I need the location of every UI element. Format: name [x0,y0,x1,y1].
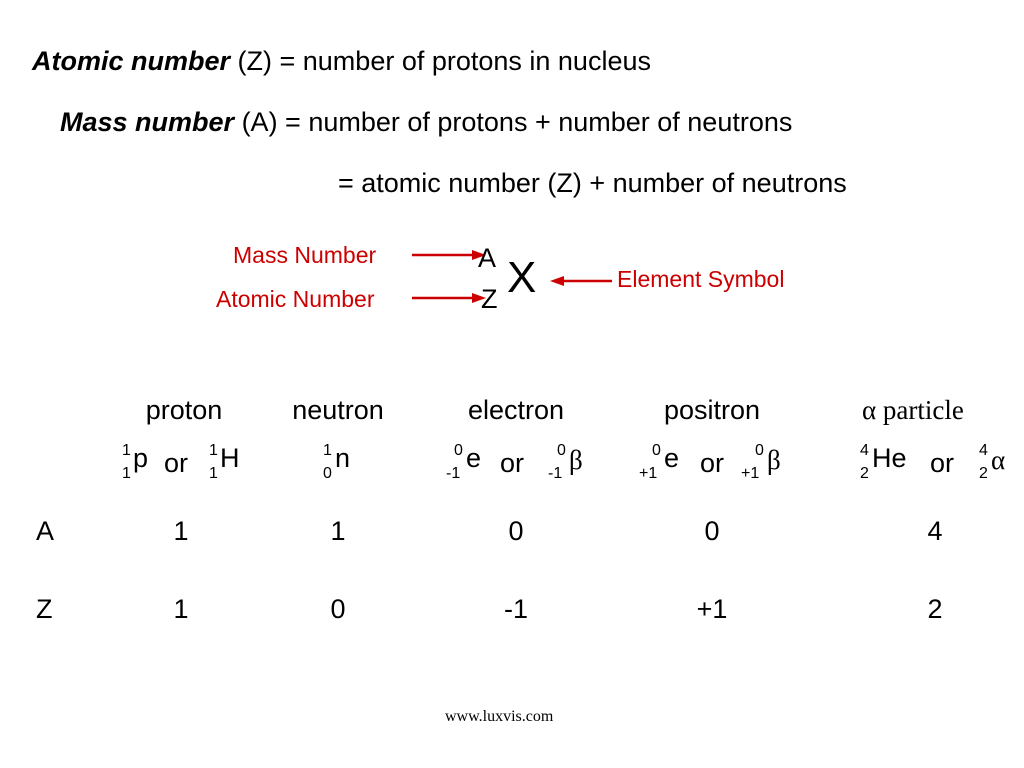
alpha-z-value: 2 [927,594,943,624]
alpha-he-charge: 2 [860,465,869,482]
mass-number-equals-line: = atomic number (Z) + number of neutrons [338,168,847,198]
proton-h-mass: 1 [209,442,218,459]
row-label-z: Z [36,594,53,624]
positron-a-value: 0 [704,516,720,546]
positron-or-text: or [700,448,725,478]
atomic-number-definition [32,46,651,77]
footer-website: www.luxvis.com [445,708,554,725]
neutron-symbol-n: n [335,443,351,473]
positron-symbol-beta: β [767,445,781,475]
header-positron: positron [663,395,761,425]
electron-z-value: -1 [503,594,528,624]
alpha-symbol-he: He [872,443,907,473]
notation-element-symbol: X [507,253,537,302]
positron-beta-charge: +1 [741,465,760,482]
electron-e-mass: 0 [454,442,463,459]
proton-symbol-h: H [220,443,240,473]
element-symbol-arrow [548,271,618,291]
electron-beta-mass: 0 [557,442,566,459]
header-proton: proton [145,395,223,425]
electron-a-value: 0 [508,516,524,546]
atomic-number-rest: (Z) = number of protons in nucleus [230,46,651,76]
electron-symbol-e: e [466,443,482,473]
notation-atomic-sub: Z [481,284,498,314]
electron-e-charge: -1 [446,465,461,482]
mass-number-rest: (A) = number of protons + number of neutrons [234,107,793,137]
alpha-particle-label: α particle [862,395,964,425]
proton-p-mass: 1 [122,442,131,459]
positron-e-charge: +1 [639,465,658,482]
neutron-z-value: 0 [330,594,346,624]
positron-e-mass: 0 [652,442,661,459]
electron-or-text: or [500,448,525,478]
alpha-or-text: or [930,448,955,478]
alpha-a-value: 4 [927,516,943,546]
atomic-number-term: Atomic number [32,46,231,76]
atomic-number-label: Atomic Number [216,286,375,312]
element-symbol-label: Element Symbol [617,266,785,292]
neutron-a-value: 1 [330,516,346,546]
neutron-mass: 1 [323,442,332,459]
mass-number-label: Mass Number [233,242,377,268]
header-neutron: neutron [292,395,384,425]
proton-a-value: 1 [173,516,189,546]
positron-z-value: +1 [696,594,728,624]
alpha-symbol-alpha: α [991,445,1006,475]
proton-or-text: or [164,448,189,478]
electron-beta-charge: -1 [548,465,563,482]
mass-number-definition [60,107,792,138]
mass-number-term: Mass number [60,107,235,137]
alpha-alpha-mass: 4 [979,442,988,459]
notation-mass-sup: A [478,243,497,273]
proton-z-value: 1 [173,594,189,624]
proton-p-charge: 1 [122,465,131,482]
header-electron: electron [467,395,565,425]
proton-symbol-p: p [133,443,149,473]
positron-symbol-e: e [664,443,680,473]
atomic-number-arrow [410,288,490,308]
electron-symbol-beta: β [569,445,583,475]
positron-beta-mass: 0 [755,442,764,459]
alpha-alpha-charge: 2 [979,465,988,482]
alpha-he-mass: 4 [860,442,869,459]
neutron-charge: 0 [323,465,332,482]
row-label-a: A [36,516,55,546]
header-alpha-particle [862,395,1012,426]
proton-h-charge: 1 [209,465,218,482]
